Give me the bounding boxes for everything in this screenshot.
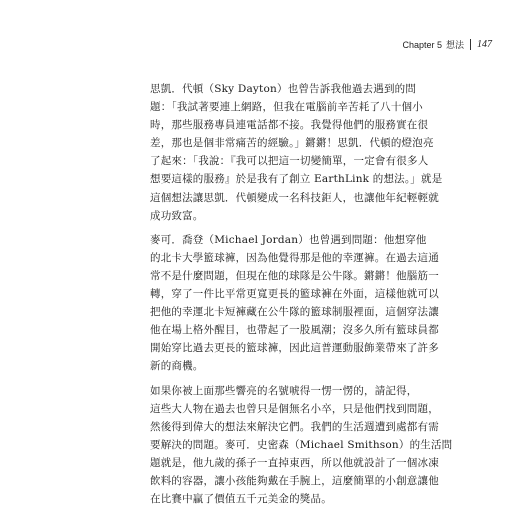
paragraph-problems: [150, 382, 420, 508]
text-line: 開始穿比過去更長的籃球褲，因此這普運動服飾業帶來了許多: [150, 339, 420, 357]
text-line: 差，那也是個非常痛苦的經驗。」鏘鏘！思凱．代頓的燈泡亮: [150, 134, 420, 152]
text-line: 要解決的問題。麥可．史密森（Michael Smithson）的生活問: [150, 436, 420, 454]
text-line: 這個想法讓思凱．代頓變成一名科技鉅人，也讓他年紀輕輕就: [150, 189, 420, 207]
page-number: 147: [477, 39, 492, 50]
text-line: 常不是什麼問題，但現在他的球隊是公牛隊。鏘鏘！他腦筋一: [150, 267, 420, 285]
text-line: 飲料的容器，讓小孩能夠戴在手腕上，這麼簡單的小創意讓他: [150, 472, 420, 490]
text-line: 然後得到偉大的想法來解決它們。我們的生活週遭到處都有需: [150, 418, 420, 436]
text-line: 成功致富。: [150, 207, 420, 225]
text-line: 題就是，他九歲的孫子一直掉東西，所以他就設計了一個冰凍: [150, 454, 420, 472]
text-line: 他在場上格外醒目，也帶起了一股風潮；沒多久所有籃球員都: [150, 321, 420, 339]
text-line: 的北卡大學籃球褲，因為他覺得那是他的幸運褲。在過去這通: [150, 249, 420, 267]
text-line: 新的商機。: [150, 357, 420, 375]
text-line: 時，那些服務專員連電話都不接。我覺得他們的服務實在很: [150, 116, 420, 134]
paragraph-sky-dayton: [150, 80, 420, 225]
page-header: [402, 38, 492, 51]
text-line: 麥可．喬登（Michael Jordan）也曾遇到問題：他想穿他: [150, 231, 420, 249]
text-line: 這些大人物在過去也曾只是個無名小卒，只是他們找到問題，: [150, 400, 420, 418]
text-line: 在比賽中贏了價值五千元美金的獎品。: [150, 490, 420, 508]
text-line: 了起來：「我說：『我可以把這一切變簡單，一定會有很多人: [150, 152, 420, 170]
body-text: [150, 80, 420, 508]
text-line: 題：「我試著要連上網路，但我在電腦前辛苦耗了八十個小: [150, 98, 420, 116]
text-line: 把他的幸運北卡短褲藏在公牛隊的籃球制服裡面，這個穿法讓: [150, 303, 420, 321]
text-line: 轉，穿了一件比平常更寬更長的籃球褲在外面，這樣他就可以: [150, 285, 420, 303]
text-line: 思凱．代頓（Sky Dayton）也曾告訴我他過去遇到的問: [150, 80, 420, 98]
chapter-title: 想法: [446, 38, 464, 51]
text-line: 如果你被上面那些響亮的名號唬得一愣一愣的，請記得，: [150, 382, 420, 400]
chapter-label: Chapter 5: [402, 40, 442, 50]
paragraph-michael-jordan: [150, 231, 420, 376]
header-divider: [470, 39, 471, 50]
text-line: 想要這樣的服務』於是我有了創立 EarthLink 的想法。」就是: [150, 170, 420, 188]
